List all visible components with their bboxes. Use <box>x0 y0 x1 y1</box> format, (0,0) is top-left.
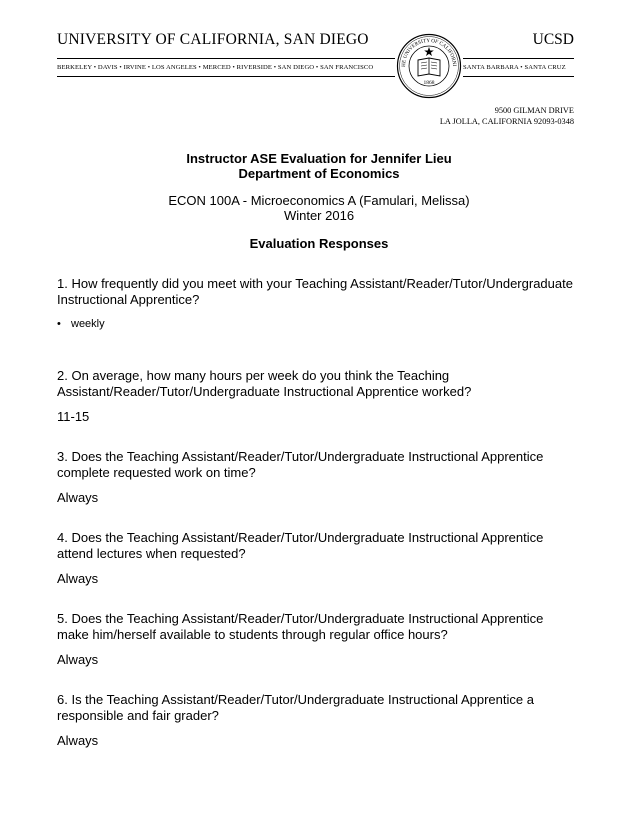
bullet-icon: • <box>57 318 61 330</box>
question-4: 4. Does the Teaching Assistant/Reader/Tutor/Undergraduate Instructional Apprentice attend lectures when requested? <box>57 530 544 561</box>
answer-3: Always <box>57 490 99 505</box>
answer-6: Always <box>57 733 99 748</box>
answer-1-text: weekly <box>71 318 105 330</box>
question-2: 2. On average, how many hours per week do you think the Teaching Assistant/Reader/Tutor/Undergraduate Instructional Apprentice worked? <box>57 368 472 399</box>
svg-text:THE UNIVERSITY OF CALIFORNIA: HE UNIVERSITY OF CALIFORNI <box>400 37 458 68</box>
address-line-1: 9500 GILMAN DRIVE <box>494 106 574 115</box>
answer-2: 11-15 <box>57 409 90 424</box>
svg-text:1868: 1868 <box>423 80 435 86</box>
address-line-2: LA JOLLA, CALIFORNIA 92093-0348 <box>439 117 574 126</box>
section-title: Evaluation Responses <box>249 236 389 251</box>
department-name: Department of Economics <box>238 166 400 181</box>
campus-list-left: BERKELEY • DAVIS • IRVINE • LOS ANGELES • MERCED • RIVERSIDE • SAN DIEGO • SAN FRANCISCO <box>57 64 374 71</box>
campus-list-right: SANTA BARBARA • SANTA CRUZ <box>463 64 566 71</box>
evaluation-title: Instructor ASE Evaluation for Jennifer Lieu <box>186 151 452 166</box>
term: Winter 2016 <box>283 208 355 223</box>
answer-5: Always <box>57 652 99 667</box>
answer-4: Always <box>57 571 99 586</box>
university-seal-logo <box>396 33 462 99</box>
university-short-name: UCSD <box>532 31 574 48</box>
course-name: ECON 100A - Microeconomics A (Famulari, Melissa) <box>168 193 470 208</box>
letterhead-bottom-rule-left <box>57 76 395 77</box>
letterhead-top-rule-right <box>463 58 574 59</box>
answer-1 <box>57 318 105 330</box>
question-6: 6. Is the Teaching Assistant/Reader/Tutor/Undergraduate Instructional Apprentice a responsible and fair grader? <box>57 692 534 723</box>
letterhead-top-rule-left <box>57 58 395 59</box>
question-1: 1. How frequently did you meet with your Teaching Assistant/Reader/Tutor/Undergraduate Instructional Apprentice? <box>57 276 573 307</box>
question-3: 3. Does the Teaching Assistant/Reader/Tutor/Undergraduate Instructional Apprentice complete requested work on time? <box>57 449 544 480</box>
university-name: UNIVERSITY OF CALIFORNIA, SAN DIEGO <box>57 31 369 48</box>
letterhead-bottom-rule-right <box>463 76 574 77</box>
question-5: 5. Does the Teaching Assistant/Reader/Tutor/Undergraduate Instructional Apprentice make him/herself available to students through regular office hours? <box>57 611 544 642</box>
